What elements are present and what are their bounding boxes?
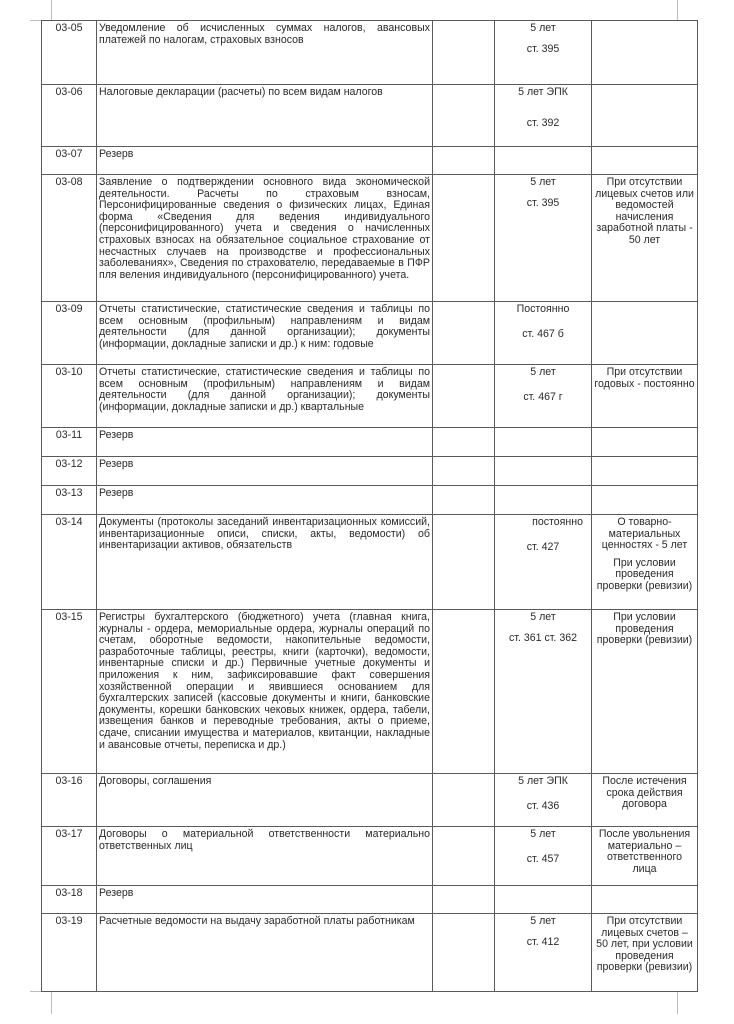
row-note: При отсутствии лицевых счетов – 50 лет, при условии проведения проверки (ревизии): [596, 915, 693, 974]
row-empty-cell: [433, 85, 495, 147]
row-note-cell: [592, 428, 698, 457]
row-article: ст. 395: [526, 42, 560, 55]
row-empty-cell: [433, 147, 495, 175]
row-term-cell: [495, 827, 592, 886]
row-term: Постоянно: [516, 303, 570, 315]
row-note-cell: [592, 774, 698, 827]
row-term-cell: [495, 175, 592, 302]
row-note: После увольнения материально – ответственного лица: [598, 828, 691, 875]
row-empty-cell: [433, 457, 495, 486]
row-title-cell: [97, 147, 433, 175]
row-title: Резерв: [99, 887, 134, 899]
row-index: 03-16: [42, 774, 97, 827]
row-term: 5 лет: [530, 915, 556, 927]
row-title: Отчеты статистические, статистические сведения и таблицы по всем основным (профильным) направлениям и видам деятельности (для данной организации); документы (информации, докладные записки и др.) к ним: годовые: [99, 303, 430, 350]
row-title: Документы (протоколы заседаний инвентаризационных комиссий, инвентаризационные описи, списки, акты, ведомости) об инвентаризации активов, обязательств: [99, 516, 430, 552]
row-index: 03-17: [42, 827, 97, 886]
row-term-cell: [495, 147, 592, 175]
row-index: 03-08: [42, 175, 97, 302]
row-title-cell: [97, 428, 433, 457]
row-empty-cell: [433, 610, 495, 774]
row-note-cell: [592, 147, 698, 175]
row-empty-cell: [433, 365, 495, 428]
row-title: Уведомление об исчисленных суммах налогов, авансовых платежей по налогам, страховых взносов: [99, 22, 430, 46]
table-row: [42, 302, 698, 365]
table-row: [42, 914, 698, 992]
row-note-cell: [592, 175, 698, 302]
table-row: [42, 886, 698, 914]
row-article: ст. 427: [526, 540, 560, 553]
row-title-cell: [97, 827, 433, 886]
row-title-cell: [97, 774, 433, 827]
row-article: ст. 457: [526, 852, 560, 865]
row-title-cell: [97, 486, 433, 515]
table-row: [42, 610, 698, 774]
row-index: 03-18: [42, 886, 97, 914]
table-row: [42, 774, 698, 827]
row-note-cell: [592, 85, 698, 147]
row-title-cell: [97, 914, 433, 992]
row-title: Регистры бухгалтерского (бюджетного) учета (главная книга, журналы - ордера, мемориальные ордера, журналы операций по счетам, оборотные ведомости, накопительные ведомости, разработочные таблицы, реестры, книги (карточки), ведомости, инвентарные списки и др.) Первичные учетные документы и приложения к ним, зафиксировавшие факт совершения хозяйственной операции и явившиеся основанием для бухгалтерских записей (кассовые документы и книги, банковские документы, корешки банковских чековых книжек, ордера, табели, извещения банков и переводные требования, акты о приеме, сдаче, списании имущества и материалов, квитанции, накладные и авансовые отчеты, переписка и др.): [99, 611, 430, 751]
row-note-cell: [592, 365, 698, 428]
row-index: 03-10: [42, 365, 97, 428]
row-empty-cell: [433, 827, 495, 886]
row-empty-cell: [433, 428, 495, 457]
row-term: 5 лет: [530, 22, 556, 34]
row-term-cell: [495, 515, 592, 610]
row-term: 5 лет: [530, 611, 556, 623]
row-empty-cell: [433, 21, 495, 85]
row-term-cell: [495, 774, 592, 827]
row-empty-cell: [433, 175, 495, 302]
row-title: Резерв: [99, 429, 134, 441]
row-title: Заявление о подтверждении основного вида экономической деятельности. Расчеты по страховым взносам, Персонифицированные сведения о физических лицах, Единая форма «Сведения для ведения индивидуального (персонифицированного) учета и сведения о начисленных страховых взносах на обязательное социальное страхование от несчастных случаев на производстве и профессиональных заболеваниях», Сведения по страхователю, передаваемые в ПФР пля веления индивидуального (персонифицированного) учета.: [99, 176, 430, 281]
table-row: [42, 147, 698, 175]
row-title: Расчетные ведомости на выдачу заработной платы работникам: [99, 915, 415, 927]
row-empty-cell: [433, 914, 495, 992]
row-term: постоянно: [532, 516, 583, 528]
row-term-cell: [495, 914, 592, 992]
row-note-cell: [592, 515, 698, 610]
row-article: ст. 412: [526, 935, 560, 948]
row-title-cell: [97, 457, 433, 486]
row-index: 03-14: [42, 515, 97, 610]
row-note-cell: [592, 914, 698, 992]
row-title-cell: [97, 21, 433, 85]
row-index: 03-07: [42, 147, 97, 175]
crop-mark-bottom-right: [677, 992, 678, 1014]
row-index: 03-06: [42, 85, 97, 147]
row-article: ст. 395: [526, 196, 560, 209]
row-term: 5 лет: [530, 176, 556, 188]
row-term-cell: [495, 85, 592, 147]
row-title-cell: [97, 365, 433, 428]
row-title-cell: [97, 85, 433, 147]
row-article: ст. 436: [526, 799, 560, 812]
row-title: Резерв: [99, 148, 134, 160]
row-empty-cell: [433, 486, 495, 515]
table-row: [42, 85, 698, 147]
crop-mark-top-left: [51, 0, 52, 20]
row-note-cell: [592, 827, 698, 886]
row-note-2: При условии проведения проверки (ревизии): [596, 556, 693, 592]
row-note: О товарно-материальных ценностях - 5 лет: [601, 516, 688, 552]
row-index: 03-09: [42, 302, 97, 365]
row-index: 03-15: [42, 610, 97, 774]
row-note-cell: [592, 886, 698, 914]
table-row: [42, 515, 698, 610]
row-note: При условии проведения проверки (ревизии): [596, 611, 693, 647]
row-title-cell: [97, 302, 433, 365]
row-title-cell: [97, 175, 433, 302]
row-note-cell: [592, 486, 698, 515]
table-row: [42, 827, 698, 886]
row-title: Резерв: [99, 458, 134, 470]
table-row: [42, 457, 698, 486]
row-term-cell: [495, 610, 592, 774]
row-note-cell: [592, 302, 698, 365]
row-title-cell: [97, 610, 433, 774]
row-index: 03-11: [42, 428, 97, 457]
row-title: Договоры, соглашения: [99, 775, 212, 787]
row-title-cell: [97, 886, 433, 914]
row-title: Договоры о материальной ответственности материально ответственных лиц: [99, 828, 430, 852]
row-term: 5 лет ЭПК: [518, 86, 568, 98]
row-term-cell: [495, 486, 592, 515]
row-index: 03-19: [42, 914, 97, 992]
table-row: [42, 365, 698, 428]
crop-mark-bottom-left: [51, 992, 52, 1014]
table-row: [42, 428, 698, 457]
row-article: ст. 467 б: [522, 327, 564, 340]
table-row: [42, 175, 698, 302]
row-term-cell: [495, 457, 592, 486]
nomenclature-table: [41, 20, 698, 992]
row-title-cell: [97, 515, 433, 610]
row-title: Резерв: [99, 487, 134, 499]
row-empty-cell: [433, 302, 495, 365]
row-article: ст. 361 ст. 362: [508, 631, 577, 644]
table-row: [42, 21, 698, 85]
row-term: 5 лет: [530, 828, 556, 840]
row-term-cell: [495, 428, 592, 457]
crop-mark-top-right: [677, 0, 678, 20]
row-empty-cell: [433, 774, 495, 827]
row-note: При отсутствии лицевых счетов или ведомостей начисления заработной платы - 50 лет: [595, 176, 694, 246]
row-note: После истечения срока действия договора: [602, 775, 687, 811]
row-note-cell: [592, 457, 698, 486]
row-note-cell: [592, 610, 698, 774]
row-note: При отсутствии годовых - постоянно: [594, 366, 695, 390]
row-term-cell: [495, 365, 592, 428]
row-empty-cell: [433, 886, 495, 914]
row-title: Отчеты статистические, статистические сведения и таблицы по всем основным (профильным) направлениям и видам деятельности (для данной организации); документы (информации, докладные записки и др.) квартальные: [99, 366, 430, 413]
row-index: 03-05: [42, 21, 97, 85]
row-index: 03-12: [42, 457, 97, 486]
row-index: 03-13: [42, 486, 97, 515]
row-term-cell: [495, 21, 592, 85]
row-note-cell: [592, 21, 698, 85]
row-term-cell: [495, 302, 592, 365]
row-term: 5 лет: [530, 366, 556, 378]
row-title: Налоговые декларации (расчеты) по всем видам налогов: [99, 86, 383, 98]
row-article: ст. 392: [526, 116, 560, 129]
row-article: ст. 467 г: [523, 390, 563, 403]
row-term: 5 лет ЭПК: [518, 775, 568, 787]
row-term-cell: [495, 886, 592, 914]
table-row: [42, 486, 698, 515]
row-empty-cell: [433, 515, 495, 610]
